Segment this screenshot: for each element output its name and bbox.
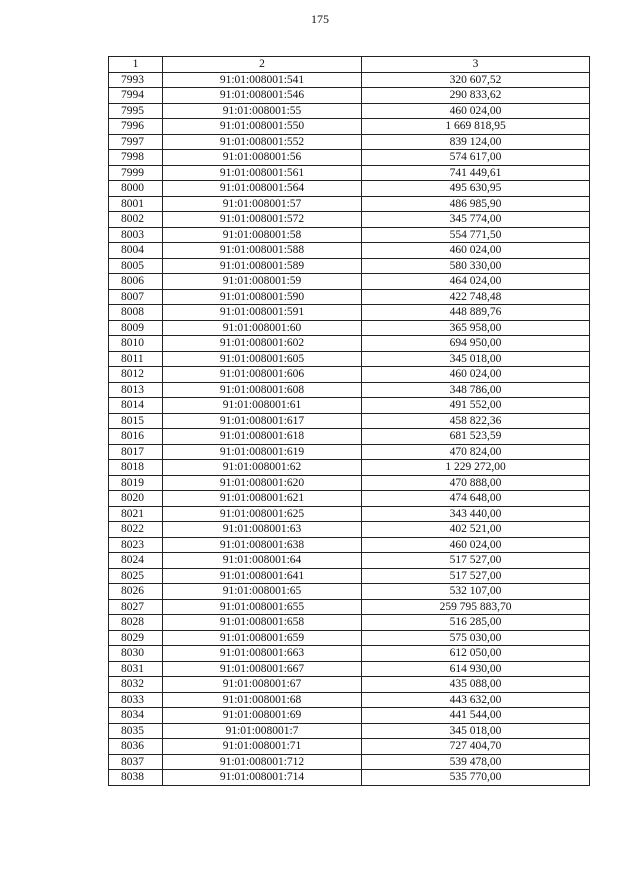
table-row: [109, 692, 590, 708]
cadastral-number: 91:01:008001:588: [163, 243, 362, 259]
cadastral-number: 91:01:008001:619: [163, 444, 362, 460]
cadastral-value: 474 648,00: [362, 491, 590, 507]
table-row: [109, 599, 590, 615]
cadastral-number: 91:01:008001:60: [163, 320, 362, 336]
row-number: 8037: [109, 754, 163, 770]
table-row: [109, 165, 590, 181]
row-number: 8002: [109, 212, 163, 228]
row-number: 8015: [109, 413, 163, 429]
row-number: 8021: [109, 506, 163, 522]
cadastral-number: 91:01:008001:638: [163, 537, 362, 553]
cadastral-value: 517 527,00: [362, 553, 590, 569]
row-number: 7999: [109, 165, 163, 181]
cadastral-number: 91:01:008001:71: [163, 739, 362, 755]
table-row: [109, 615, 590, 631]
cadastral-value: 486 985,90: [362, 196, 590, 212]
table-row: [109, 150, 590, 166]
column-header-1: 1: [109, 57, 163, 73]
cadastral-number: 91:01:008001:546: [163, 88, 362, 104]
column-header-3: 3: [362, 57, 590, 73]
table-row: [109, 382, 590, 398]
row-number: 8023: [109, 537, 163, 553]
row-number: 7993: [109, 72, 163, 88]
row-number: 8009: [109, 320, 163, 336]
cadastral-value: 612 050,00: [362, 646, 590, 662]
cadastral-number: 91:01:008001:63: [163, 522, 362, 538]
cadastral-value: 517 527,00: [362, 568, 590, 584]
cadastral-value: 470 824,00: [362, 444, 590, 460]
cadastral-number: 91:01:008001:572: [163, 212, 362, 228]
cadastral-value: 464 024,00: [362, 274, 590, 290]
cadastral-value: 458 822,36: [362, 413, 590, 429]
row-number: 8029: [109, 630, 163, 646]
row-number: 8020: [109, 491, 163, 507]
table-row: [109, 708, 590, 724]
row-number: 8038: [109, 770, 163, 786]
row-number: 8003: [109, 227, 163, 243]
cadastral-number: 91:01:008001:667: [163, 661, 362, 677]
table-row: [109, 413, 590, 429]
table-row: [109, 661, 590, 677]
table-row: [109, 677, 590, 693]
table-row: [109, 537, 590, 553]
cadastral-number: 91:01:008001:618: [163, 429, 362, 445]
cadastral-number: 91:01:008001:561: [163, 165, 362, 181]
cadastral-number: 91:01:008001:663: [163, 646, 362, 662]
cadastral-value: 694 950,00: [362, 336, 590, 352]
table-row: [109, 739, 590, 755]
table-row: [109, 212, 590, 228]
table-row: [109, 103, 590, 119]
table-row: [109, 723, 590, 739]
row-number: 7998: [109, 150, 163, 166]
row-number: 8018: [109, 460, 163, 476]
table-row: [109, 243, 590, 259]
cadastral-number: 91:01:008001:606: [163, 367, 362, 383]
table-row: [109, 506, 590, 522]
cadastral-number: 91:01:008001:621: [163, 491, 362, 507]
row-number: 8004: [109, 243, 163, 259]
page-number: 175: [311, 12, 329, 26]
cadastral-number: 91:01:008001:589: [163, 258, 362, 274]
cadastral-value: 460 024,00: [362, 103, 590, 119]
cadastral-number: 91:01:008001:608: [163, 382, 362, 398]
cadastral-value: 614 930,00: [362, 661, 590, 677]
cadastral-value: 681 523,59: [362, 429, 590, 445]
cadastral-number: 91:01:008001:620: [163, 475, 362, 491]
table-row: [109, 351, 590, 367]
row-number: 7996: [109, 119, 163, 135]
row-number: 7997: [109, 134, 163, 150]
cadastral-number: 91:01:008001:56: [163, 150, 362, 166]
cadastral-value: 348 786,00: [362, 382, 590, 398]
table-row: [109, 429, 590, 445]
cadastral-value: 435 088,00: [362, 677, 590, 693]
cadastral-number: 91:01:008001:564: [163, 181, 362, 197]
cadastral-number: 91:01:008001:712: [163, 754, 362, 770]
row-number: 8017: [109, 444, 163, 460]
cadastral-number: 91:01:008001:659: [163, 630, 362, 646]
cadastral-value: 290 833,62: [362, 88, 590, 104]
cadastral-value: 539 478,00: [362, 754, 590, 770]
cadastral-number: 91:01:008001:605: [163, 351, 362, 367]
row-number: 8034: [109, 708, 163, 724]
column-header-2: 2: [163, 57, 362, 73]
row-number: 8033: [109, 692, 163, 708]
row-number: 8016: [109, 429, 163, 445]
row-number: 8027: [109, 599, 163, 615]
row-number: 8001: [109, 196, 163, 212]
cadastral-value: 343 440,00: [362, 506, 590, 522]
cadastral-value: 259 795 883,70: [362, 599, 590, 615]
row-number: 8006: [109, 274, 163, 290]
table-row: [109, 119, 590, 135]
cadastral-value: 441 544,00: [362, 708, 590, 724]
cadastral-value: 402 521,00: [362, 522, 590, 538]
table-row: [109, 181, 590, 197]
table-body: [109, 72, 590, 785]
cadastral-value: 448 889,76: [362, 305, 590, 321]
row-number: 8007: [109, 289, 163, 305]
cadastral-value: 460 024,00: [362, 243, 590, 259]
cadastral-number: 91:01:008001:550: [163, 119, 362, 135]
row-number: 8005: [109, 258, 163, 274]
cadastral-value: 491 552,00: [362, 398, 590, 414]
table-row: [109, 646, 590, 662]
cadastral-number: 91:01:008001:67: [163, 677, 362, 693]
cadastral-number: 91:01:008001:541: [163, 72, 362, 88]
table-row: [109, 258, 590, 274]
cadastral-number: 91:01:008001:714: [163, 770, 362, 786]
row-number: 8031: [109, 661, 163, 677]
row-number: 8008: [109, 305, 163, 321]
cadastral-number: 91:01:008001:617: [163, 413, 362, 429]
cadastral-number: 91:01:008001:55: [163, 103, 362, 119]
row-number: 8036: [109, 739, 163, 755]
cadastral-value: 470 888,00: [362, 475, 590, 491]
table-row: [109, 72, 590, 88]
cadastral-value: 575 030,00: [362, 630, 590, 646]
row-number: 8028: [109, 615, 163, 631]
table-row: [109, 227, 590, 243]
table-row: [109, 584, 590, 600]
row-number: 8012: [109, 367, 163, 383]
row-number: 8024: [109, 553, 163, 569]
table-row: [109, 336, 590, 352]
row-number: 8022: [109, 522, 163, 538]
table-row: [109, 754, 590, 770]
cadastral-number: 91:01:008001:64: [163, 553, 362, 569]
cadastral-number: 91:01:008001:641: [163, 568, 362, 584]
cadastral-value: 741 449,61: [362, 165, 590, 181]
cadastral-value: 495 630,95: [362, 181, 590, 197]
cadastral-value: 443 632,00: [362, 692, 590, 708]
table-row: [109, 398, 590, 414]
row-number: 8011: [109, 351, 163, 367]
table-row: [109, 630, 590, 646]
table-row: [109, 289, 590, 305]
cadastral-number: 91:01:008001:62: [163, 460, 362, 476]
cadastral-number: 91:01:008001:61: [163, 398, 362, 414]
cadastral-number: 91:01:008001:58: [163, 227, 362, 243]
cadastral-value: 345 774,00: [362, 212, 590, 228]
cadastral-value: 1 669 818,95: [362, 119, 590, 135]
cadastral-value: 345 018,00: [362, 723, 590, 739]
row-number: 8000: [109, 181, 163, 197]
table-row: [109, 770, 590, 786]
cadastral-number: 91:01:008001:658: [163, 615, 362, 631]
cadastral-value: 535 770,00: [362, 770, 590, 786]
cadastral-number: 91:01:008001:552: [163, 134, 362, 150]
cadastral-number: 91:01:008001:7: [163, 723, 362, 739]
row-number: 8035: [109, 723, 163, 739]
cadastral-value: 320 607,52: [362, 72, 590, 88]
cadastral-number: 91:01:008001:65: [163, 584, 362, 600]
row-number: 8030: [109, 646, 163, 662]
table-row: [109, 320, 590, 336]
cadastral-value: 839 124,00: [362, 134, 590, 150]
table-row: [109, 568, 590, 584]
cadastral-number: 91:01:008001:59: [163, 274, 362, 290]
table-row: [109, 305, 590, 321]
row-number: 8026: [109, 584, 163, 600]
table-row: [109, 460, 590, 476]
cadastral-value: 532 107,00: [362, 584, 590, 600]
table-row: [109, 491, 590, 507]
table-row: [109, 134, 590, 150]
row-number: 7995: [109, 103, 163, 119]
cadastral-number: 91:01:008001:57: [163, 196, 362, 212]
table-row: [109, 274, 590, 290]
cadastral-number: 91:01:008001:625: [163, 506, 362, 522]
cadastral-value: 554 771,50: [362, 227, 590, 243]
row-number: 8025: [109, 568, 163, 584]
cadastral-value: 727 404,70: [362, 739, 590, 755]
table-row: [109, 196, 590, 212]
cadastral-number: 91:01:008001:591: [163, 305, 362, 321]
cadastral-value: 345 018,00: [362, 351, 590, 367]
row-number: 8013: [109, 382, 163, 398]
cadastral-value: 422 748,48: [362, 289, 590, 305]
cadastral-value: 1 229 272,00: [362, 460, 590, 476]
table-row: [109, 522, 590, 538]
row-number: 8014: [109, 398, 163, 414]
cadastral-value-table: [108, 56, 590, 786]
cadastral-number: 91:01:008001:655: [163, 599, 362, 615]
cadastral-number: 91:01:008001:68: [163, 692, 362, 708]
table-row: [109, 475, 590, 491]
row-number: 8010: [109, 336, 163, 352]
header-row: [109, 57, 590, 73]
cadastral-value: 365 958,00: [362, 320, 590, 336]
cadastral-value: 574 617,00: [362, 150, 590, 166]
cadastral-value: 580 330,00: [362, 258, 590, 274]
cadastral-number: 91:01:008001:602: [163, 336, 362, 352]
cadastral-number: 91:01:008001:69: [163, 708, 362, 724]
cadastral-value: 460 024,00: [362, 367, 590, 383]
table-row: [109, 367, 590, 383]
row-number: 8019: [109, 475, 163, 491]
cadastral-value: 516 285,00: [362, 615, 590, 631]
row-number: 7994: [109, 88, 163, 104]
cadastral-number: 91:01:008001:590: [163, 289, 362, 305]
table-row: [109, 444, 590, 460]
cadastral-value: 460 024,00: [362, 537, 590, 553]
row-number: 8032: [109, 677, 163, 693]
table-row: [109, 553, 590, 569]
table-row: [109, 88, 590, 104]
